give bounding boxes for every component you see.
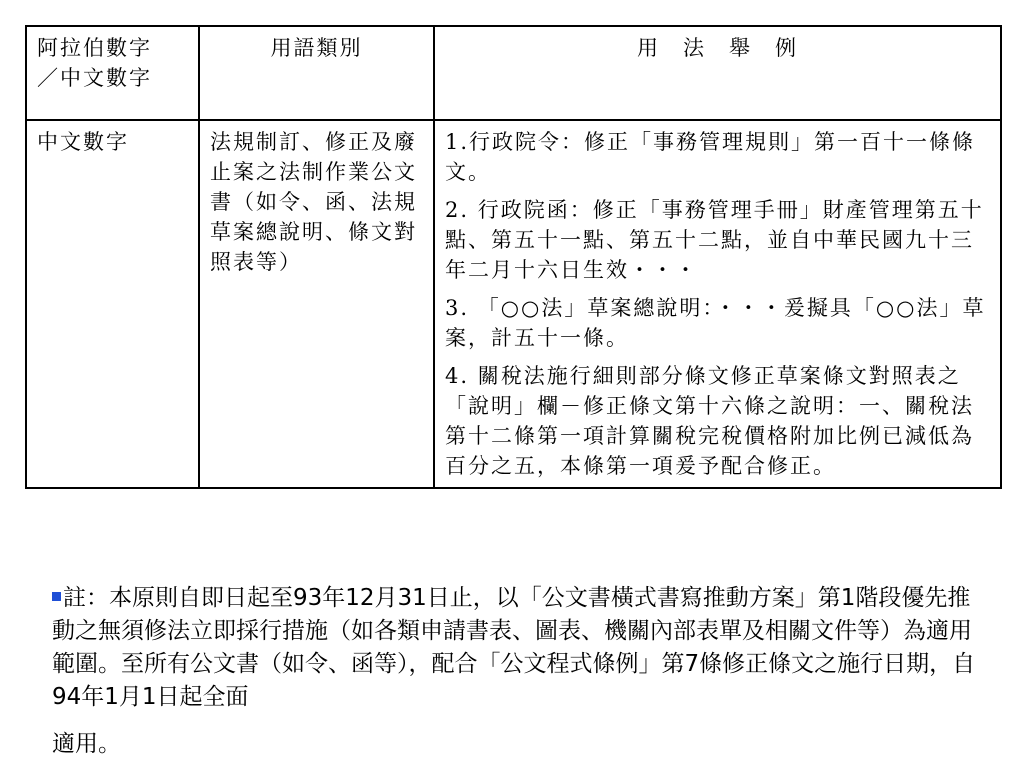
header-number-type: 阿拉伯數字 ／中文數字	[26, 26, 199, 120]
example-item: 4. 關稅法施行細則部分條文修正草案條文對照表之「說明」欄－修正條文第十六條之說明：一、關稅法第十二條第一項計算關稅完稅價格附加比例已減低為百分之五，本條第一項爰予配合修正。	[445, 364, 974, 478]
cell-usage-examples	[434, 120, 1001, 488]
example-item: 2. 行政院函：修正「事務管理手冊」財產管理第五十點、第五十一點、第五十二點，並自中華民國九十三年二月十六日生效・・・	[445, 198, 984, 282]
cell-number-type: 中文數字	[26, 120, 199, 488]
header-usage-examples: 用 法 舉 例	[434, 26, 1001, 120]
header-row	[26, 26, 1001, 120]
footnote-tail: 適用。	[52, 731, 121, 757]
footnote	[52, 582, 982, 761]
footnote-text: 註：本原則自即日起至93年12月31日止，以「公文書橫式書寫推動方案」第1階段優先推動之無須修法立即採行措施（如各類申請書表、圖表、機關內部表單及相關文件等）為適用範圍。至所有公文書（如令、函等），配合「公文程式條例」第7條修正條文之施行日期，自94年1月1日起全面	[52, 585, 976, 710]
example-item: 1.行政院令：修正「事務管理規則」第一百十一條條文。	[445, 130, 976, 184]
rules-table	[25, 25, 1002, 489]
square-bullet-icon	[52, 592, 61, 601]
header-term-category: 用語類別	[199, 26, 434, 120]
cell-term-category: 法規制訂、修正及廢止案之法制作業公文書（如令、函、法規草案總說明、條文對照表等）	[199, 120, 434, 488]
example-item: 3. 「○○法」草案總說明：・・・爰擬具「○○法」草案，計五十一條。	[445, 296, 986, 350]
table-row	[26, 120, 1001, 488]
